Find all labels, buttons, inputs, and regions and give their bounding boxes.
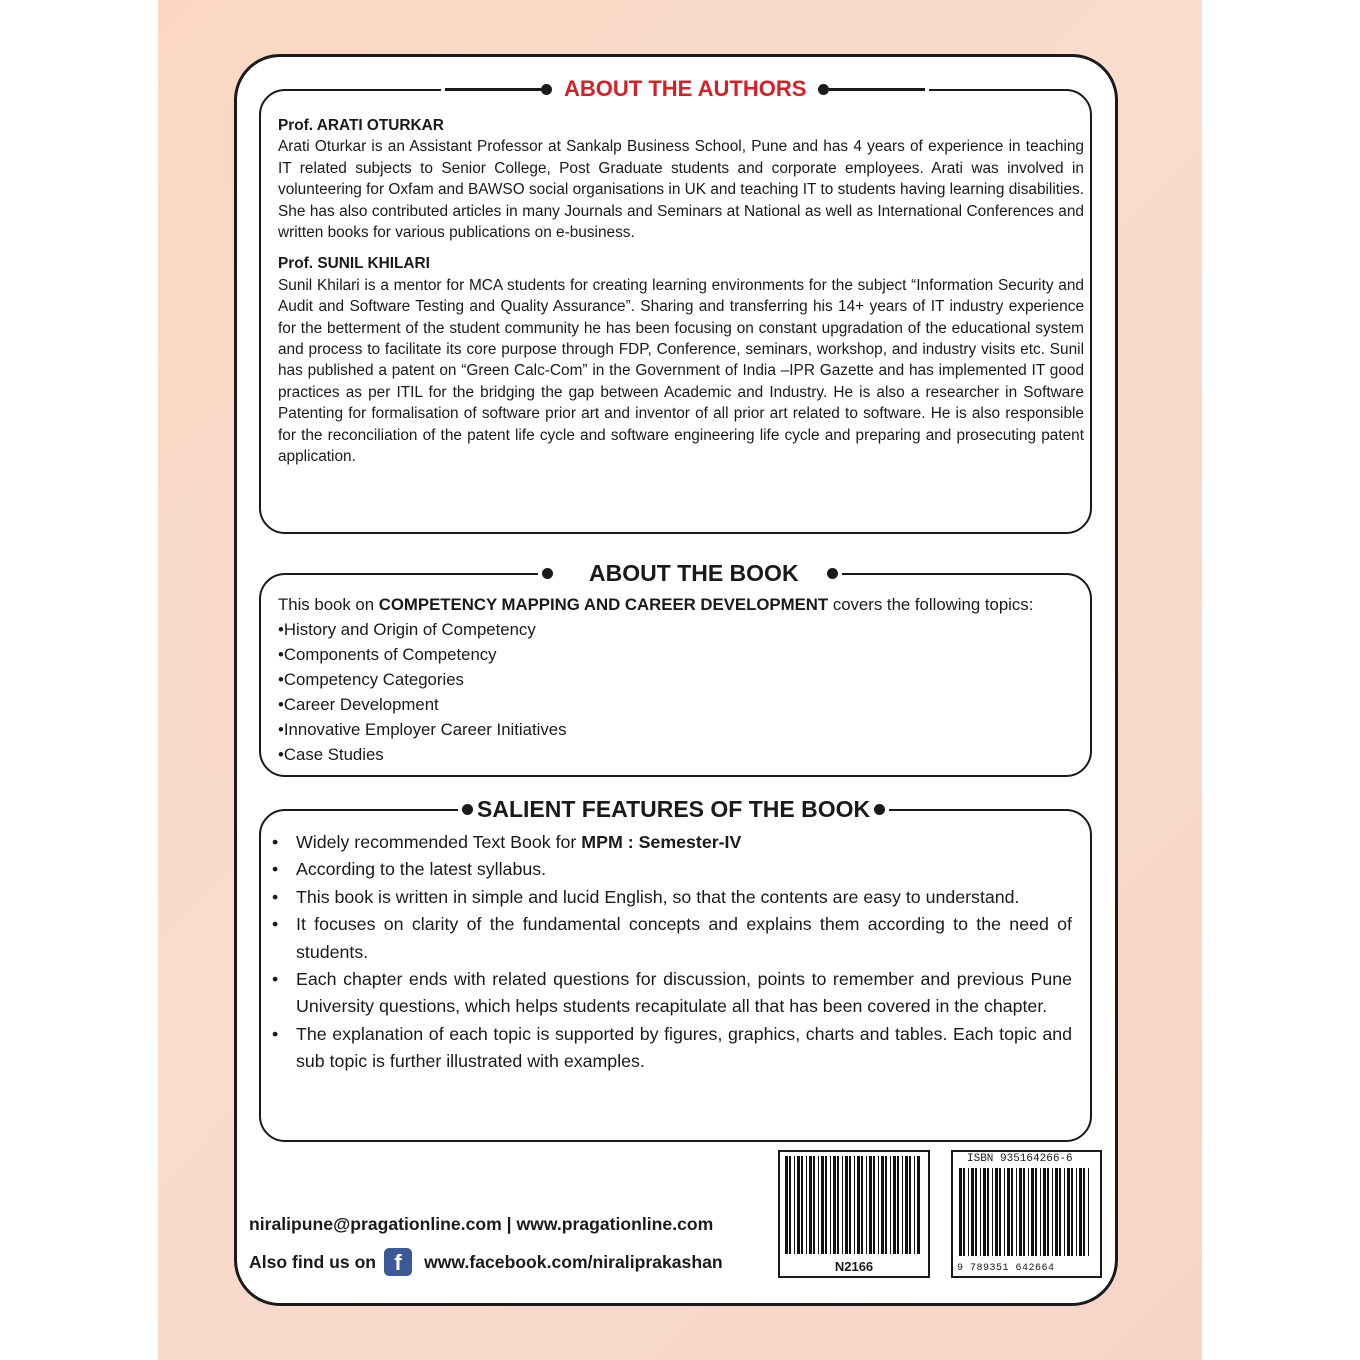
- features-heading: [458, 796, 889, 823]
- facebook-link[interactable]: www.facebook.com/niraliprakashan: [424, 1251, 723, 1272]
- list-item: • Competency Categories: [278, 667, 1084, 692]
- list-item: • Case Studies: [278, 742, 1084, 767]
- list-item: • The explanation of each topic is supported by figures, graphics, charts and tables. Each topic and sub topic is further illustrated with examples.: [272, 1023, 1072, 1072]
- features-heading-text: SALIENT FEATURES OF THE BOOK: [477, 796, 871, 822]
- author2-name: Prof. SUNIL KHILARI: [278, 255, 430, 273]
- isbn-barcode: [951, 1150, 1102, 1278]
- barcode-bars: [959, 1168, 1093, 1256]
- list-item: • Components of Competency: [278, 642, 1084, 667]
- heading-rule: [445, 88, 541, 91]
- author1-bio: Arati Oturkar is an Assistant Professor at Sankalp Business School, Pune and has 4 years of experience in teaching IT related subjects to Senior College, Post Graduate students and corporate employees. Arati was involved in volunteering for Oxfam and BAWSO social organisations in UK and teaching IT to students having learning disabilities. She has also contributed articles in many Journals and Seminars at National as well as International Conferences and written books for various publications on e-business.: [278, 138, 1084, 242]
- isbn-digits: 9 789351 642664: [957, 1263, 1055, 1274]
- book-heading: [538, 560, 842, 587]
- book-intro: This book on COMPETENCY MAPPING AND CAREER DEVELOPMENT covers the following topics:: [278, 595, 1034, 614]
- contact-email-web[interactable]: niralipune@pragationline.com | www.pragationline.com: [249, 1214, 714, 1234]
- list-item: • Widely recommended Text Book for MPM : Semester-IV: [272, 832, 742, 852]
- barcode-bars: [785, 1156, 921, 1254]
- list-item: • Career Development: [278, 692, 1084, 717]
- isbn-label: ISBN 935164266-6: [967, 1153, 1073, 1165]
- list-item: • According to the latest syllabus.: [272, 859, 547, 880]
- heading-rule: [829, 88, 925, 91]
- heading-dot: [827, 568, 838, 579]
- book-text: [278, 592, 1084, 767]
- book-heading-text: ABOUT THE BOOK: [589, 560, 799, 586]
- heading-dot: [462, 804, 473, 815]
- product-code: N2166: [834, 1259, 874, 1274]
- author1-name: Prof. ARATI OTURKAR: [278, 117, 444, 134]
- product-barcode: [778, 1150, 930, 1278]
- feature-list: [272, 829, 1072, 1076]
- features-text: [272, 829, 1072, 1076]
- heading-dot: [874, 804, 885, 815]
- heading-dot: [541, 84, 552, 95]
- list-item: • It focuses on clarity of the fundamental concepts and explains them according to the need of students.: [272, 914, 1072, 962]
- list-item: • Each chapter ends with related questions for discussion, points to remember and previous Pune University questions, which helps students recapitulate all that has been covered in the chapter.: [272, 969, 1072, 1017]
- list-item: • History and Origin of Competency: [278, 617, 1084, 642]
- contact-facebook: [249, 1248, 723, 1276]
- list-item: • Innovative Employer Career Initiatives: [278, 717, 1084, 742]
- facebook-icon[interactable]: f: [384, 1248, 412, 1276]
- list-item: • This book is written in simple and lucid English, so that the contents are easy to understand.: [272, 886, 1020, 907]
- topic-list: [278, 617, 1084, 767]
- authors-text: [278, 115, 1084, 468]
- find-us-label: Also find us on: [249, 1251, 377, 1272]
- heading-dot: [542, 568, 553, 579]
- authors-heading: [441, 76, 929, 102]
- authors-heading-text: ABOUT THE AUTHORS: [564, 76, 807, 101]
- author2-bio: Sunil Khilari is a mentor for MCA students for creating learning environments for the subject “Information Security and Audit and Software Testing and Quality Assurance”. Sharing and transferring his 14+ years of IT industry experience for the betterment of the student community he has been focusing on constant upgradation of the educational system and process to facilitate its core purpose through FDP, Conference, seminars, workshop, and industry visits etc. Sunil has published a patent on “Green Calc-Com” in the Government of India –IPR Gazette and has implemented IT good practices as per ITIL for the bridging the gap between Academic and Industry. He is also a researcher in Software Patenting for formalisation of software prior art and inventor of all prior art related to software. He is also responsible for the reconciliation of the patent life cycle and software engineering life cycle and preparing and prosecuting patent application.: [278, 276, 1084, 466]
- heading-dot: [818, 84, 829, 95]
